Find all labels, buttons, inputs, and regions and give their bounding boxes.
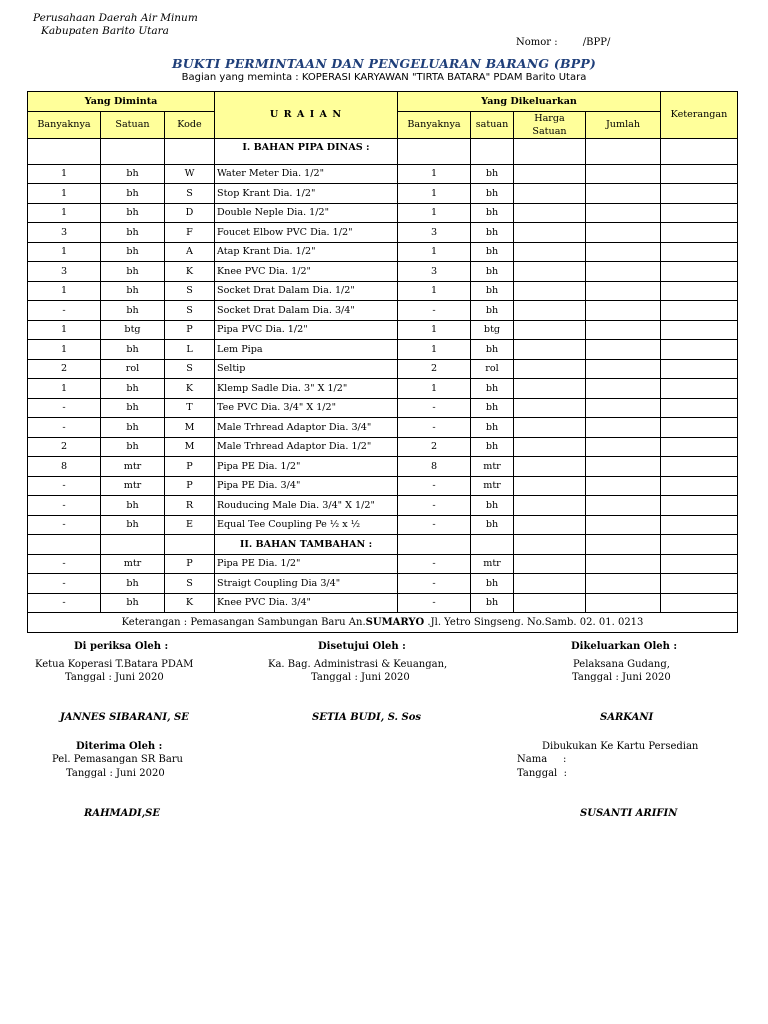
description-header: U R A I A N <box>215 92 398 139</box>
unit-cell: bh <box>101 437 165 457</box>
issued-unit-cell: bh <box>471 262 514 282</box>
code-cell: P <box>165 457 215 477</box>
total-cell <box>586 184 661 204</box>
remarks-prefix: Keterangan : Pemasangan Sambungan Baru An. <box>121 616 366 628</box>
checked-by-date: Tanggal : Juni 2020 <box>65 672 164 683</box>
remarks-cell <box>661 496 738 516</box>
issued-by-label: Dikeluarkan Oleh : <box>571 641 678 652</box>
description-cell: Rouducing Male Dia. 3/4" X 1/2" <box>215 496 398 516</box>
qty-header: Banyaknya <box>28 111 101 138</box>
ledger-date-field: Tanggal : <box>517 768 567 779</box>
unit-cell: bh <box>101 398 165 418</box>
issued-qty-cell: 3 <box>398 223 471 243</box>
issued-qty-cell: 1 <box>398 320 471 340</box>
issued-unit-cell: bh <box>471 437 514 457</box>
issued-unit-cell: mtr <box>471 457 514 477</box>
total-cell <box>586 320 661 340</box>
checked-by-label: Di periksa Oleh : <box>74 641 169 652</box>
code-cell: F <box>165 223 215 243</box>
table-row <box>28 379 738 399</box>
total-cell <box>586 262 661 282</box>
issued-qty-cell: 1 <box>398 379 471 399</box>
qty-cell: - <box>28 476 101 496</box>
total-cell <box>586 554 661 574</box>
unit-price-cell <box>514 164 586 184</box>
unit-cell: bh <box>101 515 165 535</box>
issued-qty-cell: 1 <box>398 340 471 360</box>
code-cell: K <box>165 262 215 282</box>
qty-cell: 2 <box>28 437 101 457</box>
requesting-department: Bagian yang meminta : KOPERASI KARYAWAN "TIRTA BATARA" PDAM Barito Utara <box>181 72 587 83</box>
total-cell <box>586 476 661 496</box>
issued-by-name: SARKANI <box>600 712 654 723</box>
issued-qty-cell: 1 <box>398 203 471 223</box>
description-cell: Pipa PVC Dia. 1/2" <box>215 320 398 340</box>
items-table <box>27 91 738 633</box>
code-cell: A <box>165 242 215 262</box>
issued-unit-cell: bh <box>471 242 514 262</box>
unit-price-cell <box>514 340 586 360</box>
issued-unit-cell: bh <box>471 301 514 321</box>
issued-qty-cell: 2 <box>398 437 471 457</box>
unit-cell: mtr <box>101 554 165 574</box>
total-cell <box>586 359 661 379</box>
unit-cell: rol <box>101 359 165 379</box>
unit-cell: bh <box>101 301 165 321</box>
table-row <box>28 457 738 477</box>
issued-qty-cell: - <box>398 418 471 438</box>
unit-cell: bh <box>101 184 165 204</box>
issued-qty-cell: - <box>398 574 471 594</box>
unit-price-cell <box>514 301 586 321</box>
issued-qty-cell: - <box>398 301 471 321</box>
nomor-label: Nomor : <box>516 37 558 48</box>
issued-qty-cell: 8 <box>398 457 471 477</box>
ledger-label: Dibukukan Ke Kartu Persedian <box>542 741 699 752</box>
document-title: BUKTI PERMINTAAN DAN PENGELUARAN BARANG (BPP) <box>171 56 597 71</box>
total-cell <box>586 379 661 399</box>
total-cell <box>586 164 661 184</box>
total-cell <box>586 496 661 516</box>
description-cell: Knee PVC Dia. 1/2" <box>215 262 398 282</box>
received-by-name: RAHMADI,SE <box>84 808 161 819</box>
description-cell: Socket Drat Dalam Dia. 1/2" <box>215 281 398 301</box>
qty-cell: 1 <box>28 340 101 360</box>
qty-cell: 3 <box>28 262 101 282</box>
remarks-cell <box>661 320 738 340</box>
unit-price-cell <box>514 418 586 438</box>
table-row <box>28 223 738 243</box>
checked-by-role: Ketua Koperasi T.Batara PDAM <box>35 659 194 670</box>
unit-cell: mtr <box>101 476 165 496</box>
organization-header <box>33 12 198 38</box>
unit-price-line2: Satuan <box>532 125 567 137</box>
unit-cell: mtr <box>101 457 165 477</box>
description-cell: Equal Tee Coupling Pe ½ x ½ <box>215 515 398 535</box>
total-cell <box>586 301 661 321</box>
table-row <box>28 593 738 613</box>
qty-cell: - <box>28 574 101 594</box>
table-row <box>28 398 738 418</box>
remarks-cell <box>661 574 738 594</box>
issued-by-role: Pelaksana Gudang, <box>573 659 670 670</box>
code-cell: P <box>165 476 215 496</box>
unit-cell: bh <box>101 223 165 243</box>
unit-cell: bh <box>101 203 165 223</box>
issued-unit-header: satuan <box>471 111 514 138</box>
issued-qty-cell: - <box>398 476 471 496</box>
unit-cell: bh <box>101 496 165 516</box>
description-cell: Straigt Coupling Dia 3/4" <box>215 574 398 594</box>
issued-qty-header: Banyaknya <box>398 111 471 138</box>
table-row <box>28 262 738 282</box>
approved-by-date: Tanggal : Juni 2020 <box>311 672 410 683</box>
total-cell <box>586 203 661 223</box>
total-cell <box>586 281 661 301</box>
unit-cell: bh <box>101 593 165 613</box>
total-header: Jumlah <box>586 111 661 138</box>
unit-cell: bh <box>101 281 165 301</box>
unit-price-cell <box>514 262 586 282</box>
issued-qty-cell: - <box>398 515 471 535</box>
approved-by-role: Ka. Bag. Administrasi & Keuangan, <box>268 659 448 670</box>
remarks-suffix: .Jl. Yetro Singseng. No.Samb. 02. 01. 0213 <box>424 616 644 628</box>
received-by-label: Diterima Oleh : <box>76 741 163 752</box>
description-cell: Seltip <box>215 359 398 379</box>
table-row <box>28 340 738 360</box>
description-cell: Stop Krant Dia. 1/2" <box>215 184 398 204</box>
table-row <box>28 437 738 457</box>
table-row <box>28 164 738 184</box>
description-cell: Lem Pipa <box>215 340 398 360</box>
issued-unit-cell: btg <box>471 320 514 340</box>
qty-cell: - <box>28 398 101 418</box>
qty-cell: 8 <box>28 457 101 477</box>
total-cell <box>586 457 661 477</box>
description-cell: Tee PVC Dia. 3/4" X 1/2" <box>215 398 398 418</box>
total-cell <box>586 437 661 457</box>
issued-unit-cell: bh <box>471 515 514 535</box>
issued-unit-cell: bh <box>471 496 514 516</box>
code-cell: E <box>165 515 215 535</box>
qty-cell: 1 <box>28 203 101 223</box>
code-cell: S <box>165 359 215 379</box>
code-cell: M <box>165 418 215 438</box>
issued-qty-cell: - <box>398 593 471 613</box>
remarks-cell <box>661 418 738 438</box>
total-cell <box>586 418 661 438</box>
qty-cell: 1 <box>28 184 101 204</box>
qty-cell: 1 <box>28 379 101 399</box>
received-by-date: Tanggal : Juni 2020 <box>66 768 165 779</box>
unit-price-cell <box>514 203 586 223</box>
unit-price-line1: Harga <box>534 112 565 124</box>
table-row <box>28 515 738 535</box>
remarks-cell <box>661 164 738 184</box>
description-cell: Pipa PE Dia. 1/2" <box>215 554 398 574</box>
issued-qty-cell: 2 <box>398 359 471 379</box>
unit-price-cell <box>514 379 586 399</box>
issued-unit-cell: mtr <box>471 554 514 574</box>
issued-unit-cell: bh <box>471 184 514 204</box>
code-header: Kode <box>165 111 215 138</box>
unit-price-cell <box>514 515 586 535</box>
remarks-cell <box>661 340 738 360</box>
issued-qty-cell: 3 <box>398 262 471 282</box>
description-cell: Socket Drat Dalam Dia. 3/4" <box>215 301 398 321</box>
issued-by-date: Tanggal : Juni 2020 <box>572 672 671 683</box>
table-row <box>28 281 738 301</box>
description-cell: Water Meter Dia. 1/2" <box>215 164 398 184</box>
remarks-cell <box>661 301 738 321</box>
total-cell <box>586 223 661 243</box>
issued-unit-cell: bh <box>471 379 514 399</box>
unit-price-cell <box>514 398 586 418</box>
unit-price-cell <box>514 184 586 204</box>
remarks-cell <box>661 184 738 204</box>
remarks-cell <box>661 262 738 282</box>
issued-unit-cell: bh <box>471 340 514 360</box>
ledger-name-field: Nama : <box>517 754 567 765</box>
issued-unit-cell: bh <box>471 164 514 184</box>
unit-price-cell <box>514 437 586 457</box>
description-cell: Pipa PE Dia. 1/2" <box>215 457 398 477</box>
table-row <box>28 359 738 379</box>
issued-unit-cell: bh <box>471 574 514 594</box>
table-row <box>28 574 738 594</box>
issued-unit-cell: bh <box>471 203 514 223</box>
table-row <box>28 203 738 223</box>
remarks-cell <box>661 554 738 574</box>
remarks-cell <box>661 379 738 399</box>
remarks-cell <box>661 515 738 535</box>
unit-price-cell <box>514 476 586 496</box>
unit-price-cell <box>514 554 586 574</box>
unit-cell: bh <box>101 164 165 184</box>
issued-unit-cell: bh <box>471 593 514 613</box>
table-row <box>28 476 738 496</box>
table-row <box>28 496 738 516</box>
requested-group-header: Yang Diminta <box>28 92 215 112</box>
issued-qty-cell: - <box>398 398 471 418</box>
description-cell: Atap Krant Dia. 1/2" <box>215 242 398 262</box>
unit-cell: bh <box>101 340 165 360</box>
remarks-cell <box>661 223 738 243</box>
unit-price-cell <box>514 496 586 516</box>
code-cell: W <box>165 164 215 184</box>
total-cell <box>586 593 661 613</box>
remarks-cell <box>661 398 738 418</box>
code-cell: D <box>165 203 215 223</box>
qty-cell: - <box>28 301 101 321</box>
table-row <box>28 418 738 438</box>
description-cell: Klemp Sadle Dia. 3" X 1/2" <box>215 379 398 399</box>
issued-qty-cell: 1 <box>398 281 471 301</box>
issued-unit-cell: bh <box>471 281 514 301</box>
unit-price-cell <box>514 457 586 477</box>
qty-cell: - <box>28 515 101 535</box>
issued-unit-cell: bh <box>471 418 514 438</box>
unit-cell: bh <box>101 574 165 594</box>
issued-qty-cell: 1 <box>398 184 471 204</box>
code-cell: T <box>165 398 215 418</box>
issued-unit-cell: bh <box>471 223 514 243</box>
qty-cell: 1 <box>28 242 101 262</box>
remarks-cell <box>661 203 738 223</box>
unit-price-cell <box>514 281 586 301</box>
table-row <box>28 320 738 340</box>
issued-unit-cell: rol <box>471 359 514 379</box>
issued-qty-cell: 1 <box>398 164 471 184</box>
qty-cell: 1 <box>28 164 101 184</box>
total-cell <box>586 340 661 360</box>
description-cell: Knee PVC Dia. 3/4" <box>215 593 398 613</box>
remarks-line <box>28 613 738 633</box>
table-row <box>28 242 738 262</box>
description-cell: Pipa PE Dia. 3/4" <box>215 476 398 496</box>
section-bahan-tambahan: II. BAHAN TAMBAHAN : <box>215 535 398 555</box>
table-row <box>28 184 738 204</box>
approved-by-name: SETIA BUDI, S. Sos <box>312 712 422 723</box>
unit-price-header <box>514 111 586 138</box>
received-by-role: Pel. Pemasangan SR Baru <box>52 754 184 765</box>
qty-cell: - <box>28 554 101 574</box>
checked-by-name: JANNES SIBARANI, SE <box>60 712 189 723</box>
nomor-value: /BPP/ <box>582 37 611 48</box>
unit-price-cell <box>514 223 586 243</box>
code-cell: M <box>165 437 215 457</box>
description-cell: Foucet Elbow PVC Dia. 1/2" <box>215 223 398 243</box>
remarks-cell <box>661 242 738 262</box>
unit-price-cell <box>514 320 586 340</box>
qty-cell: - <box>28 496 101 516</box>
unit-header: Satuan <box>101 111 165 138</box>
org-region: Kabupaten Barito Utara <box>41 25 169 37</box>
issued-qty-cell: 1 <box>398 242 471 262</box>
unit-cell: bh <box>101 242 165 262</box>
issued-unit-cell: bh <box>471 398 514 418</box>
unit-cell: bh <box>101 418 165 438</box>
unit-cell: btg <box>101 320 165 340</box>
unit-cell: bh <box>101 262 165 282</box>
table-row <box>28 554 738 574</box>
description-cell: Male Trhread Adaptor Dia. 3/4" <box>215 418 398 438</box>
remarks-cell <box>661 359 738 379</box>
code-cell: L <box>165 340 215 360</box>
qty-cell: 1 <box>28 320 101 340</box>
total-cell <box>586 515 661 535</box>
remarks-cell <box>661 457 738 477</box>
code-cell: R <box>165 496 215 516</box>
unit-price-cell <box>514 574 586 594</box>
issued-qty-cell: - <box>398 496 471 516</box>
remarks-cell <box>661 476 738 496</box>
approved-by-label: Disetujui Oleh : <box>318 641 406 652</box>
unit-cell: bh <box>101 379 165 399</box>
org-name: Perusahaan Daerah Air Minum <box>33 12 198 24</box>
unit-price-cell <box>514 242 586 262</box>
remarks-header: Keterangan <box>661 92 738 139</box>
code-cell: P <box>165 554 215 574</box>
total-cell <box>586 398 661 418</box>
unit-price-cell <box>514 359 586 379</box>
remarks-cell <box>661 593 738 613</box>
total-cell <box>586 574 661 594</box>
document-number <box>516 37 610 48</box>
description-cell: Male Trhread Adaptor Dia. 1/2" <box>215 437 398 457</box>
section-pipa-dinas: I. BAHAN PIPA DINAS : <box>215 138 398 164</box>
qty-cell: - <box>28 593 101 613</box>
code-cell: S <box>165 281 215 301</box>
table-row <box>28 301 738 321</box>
issued-group-header: Yang Dikeluarkan <box>398 92 661 112</box>
remarks-cell <box>661 281 738 301</box>
description-cell: Double Neple Dia. 1/2" <box>215 203 398 223</box>
code-cell: K <box>165 593 215 613</box>
total-cell <box>586 242 661 262</box>
code-cell: S <box>165 184 215 204</box>
unit-price-cell <box>514 593 586 613</box>
qty-cell: 2 <box>28 359 101 379</box>
qty-cell: 1 <box>28 281 101 301</box>
qty-cell: 3 <box>28 223 101 243</box>
customer-name: SUMARYO <box>365 616 425 628</box>
code-cell: K <box>165 379 215 399</box>
code-cell: S <box>165 301 215 321</box>
code-cell: P <box>165 320 215 340</box>
code-cell: S <box>165 574 215 594</box>
qty-cell: - <box>28 418 101 438</box>
issued-qty-cell: - <box>398 554 471 574</box>
remarks-cell <box>661 437 738 457</box>
ledger-officer-name: SUSANTI ARIFIN <box>580 808 678 819</box>
issued-unit-cell: mtr <box>471 476 514 496</box>
